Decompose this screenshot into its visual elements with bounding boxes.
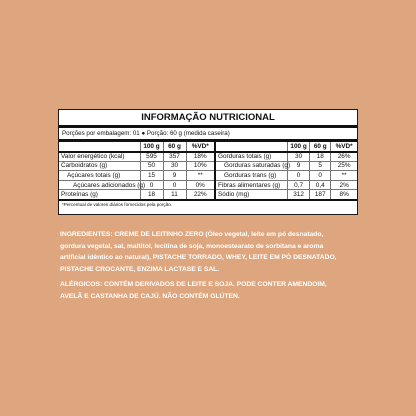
- table-row: [59, 171, 214, 181]
- value-60g: 9: [163, 171, 186, 181]
- value-60g: 0: [163, 180, 186, 190]
- value-100g: 50: [140, 161, 163, 171]
- table-row: [215, 190, 357, 200]
- ingredients-line: INGREDIENTES: CREME DE LEITINHO ZERO (Óleo vegetal, leite em pó desnatado,: [60, 231, 324, 238]
- nutrient-name: Açúcares totais (g): [59, 171, 140, 181]
- nutrient-name: Gorduras totais (g): [215, 152, 288, 162]
- value-60g: 11: [163, 190, 186, 200]
- ingredients-line: artificial idêntico ao natural), PISTACHE TORRADO, WHEY, LEITE EM PÓ DESNATADO,: [60, 254, 337, 262]
- value-vd: **: [331, 171, 357, 181]
- value-100g: 9: [288, 161, 310, 171]
- table-row: [215, 171, 357, 181]
- table-row: [215, 152, 357, 162]
- value-vd: 2%: [331, 180, 357, 190]
- value-100g: 30: [288, 152, 310, 162]
- value-60g: 0,4: [310, 180, 331, 190]
- value-vd: 26%: [331, 152, 357, 162]
- nutrient-name: Açúcares adicionados (g): [59, 180, 140, 190]
- value-vd: 0%: [186, 180, 214, 190]
- value-vd: 22%: [186, 190, 214, 200]
- value-60g: 0: [310, 171, 331, 181]
- table-row: [59, 190, 214, 200]
- value-60g: 30: [163, 161, 186, 171]
- daily-value-footnote: *Percentual de valores diários fornecidos pela porção.: [62, 201, 173, 207]
- nutrient-name: Sódio (mg): [215, 190, 288, 200]
- nutrient-name: Fibras alimentares (g): [215, 180, 288, 190]
- nutrition-table-left: [59, 142, 214, 201]
- value-100g: 18: [140, 190, 163, 200]
- value-60g: 18: [310, 152, 331, 162]
- value-100g: 0: [288, 171, 310, 181]
- value-100g: 0,7: [288, 180, 310, 190]
- value-vd: **: [186, 171, 214, 181]
- value-100g: 0: [140, 180, 163, 190]
- ingredients-line: PISTACHE CROCANTE, ENZIMA LACTASE E SAL.: [60, 265, 220, 273]
- value-vd: 8%: [331, 190, 357, 200]
- portion-info: Porções por embalagem: 01 ● Porção: 60 g (medida caseira): [59, 128, 357, 142]
- ingredients-text: [60, 229, 360, 275]
- table-row: [59, 180, 214, 190]
- table-row: [215, 180, 357, 190]
- allergens-line: ALÉRGICOS: CONTÉM DERIVADOS DE LEITE E SOJA. PODE CONTER AMENDOIM,: [60, 281, 327, 288]
- value-100g: 15: [140, 171, 163, 181]
- value-vd: 10%: [186, 161, 214, 171]
- table-row: [59, 152, 214, 162]
- nutrient-name: Carboidratos (g): [59, 161, 140, 171]
- column-header-100g: 100 g: [288, 142, 310, 152]
- column-header-vd: %VD*: [331, 142, 357, 152]
- nutrition-table-right: [214, 142, 357, 201]
- column-header-empty: [215, 142, 288, 152]
- table-row: [59, 161, 214, 171]
- value-60g: 357: [163, 152, 186, 162]
- allergens-line: AVELÃ E CASTANHA DE CAJÚ. NÃO CONTÉM GLÚTEN.: [60, 292, 240, 300]
- nutrient-name: Proteínas (g): [59, 190, 140, 200]
- nutrient-name: Valor energético (kcal): [59, 152, 140, 162]
- value-vd: 18%: [186, 152, 214, 162]
- value-vd: 25%: [331, 161, 357, 171]
- table-header-row: [215, 142, 357, 152]
- ingredients-line: gordura vegetal, sal, maltitol, lecitina de soja, monoestearato de sorbitana e aroma: [60, 242, 324, 250]
- column-header-60g: 60 g: [163, 142, 186, 152]
- column-header-100g: 100 g: [140, 142, 163, 152]
- value-100g: 312: [288, 190, 310, 200]
- nutrient-name: Gorduras saturadas (g): [215, 161, 288, 171]
- value-100g: 595: [140, 152, 163, 162]
- nutrition-tables: [59, 142, 357, 201]
- allergens-text: [60, 279, 360, 302]
- table-header-row: [59, 142, 214, 152]
- nutrition-title: INFORMAÇÃO NUTRICIONAL: [59, 110, 357, 128]
- column-header-60g: 60 g: [310, 142, 331, 152]
- table-row: [215, 161, 357, 171]
- column-header-vd: %VD*: [186, 142, 214, 152]
- value-60g: 187: [310, 190, 331, 200]
- nutrition-facts-label: [58, 109, 358, 215]
- nutrient-name: Gorduras trans (g): [215, 171, 288, 181]
- column-header-empty: [59, 142, 140, 152]
- value-60g: 5: [310, 161, 331, 171]
